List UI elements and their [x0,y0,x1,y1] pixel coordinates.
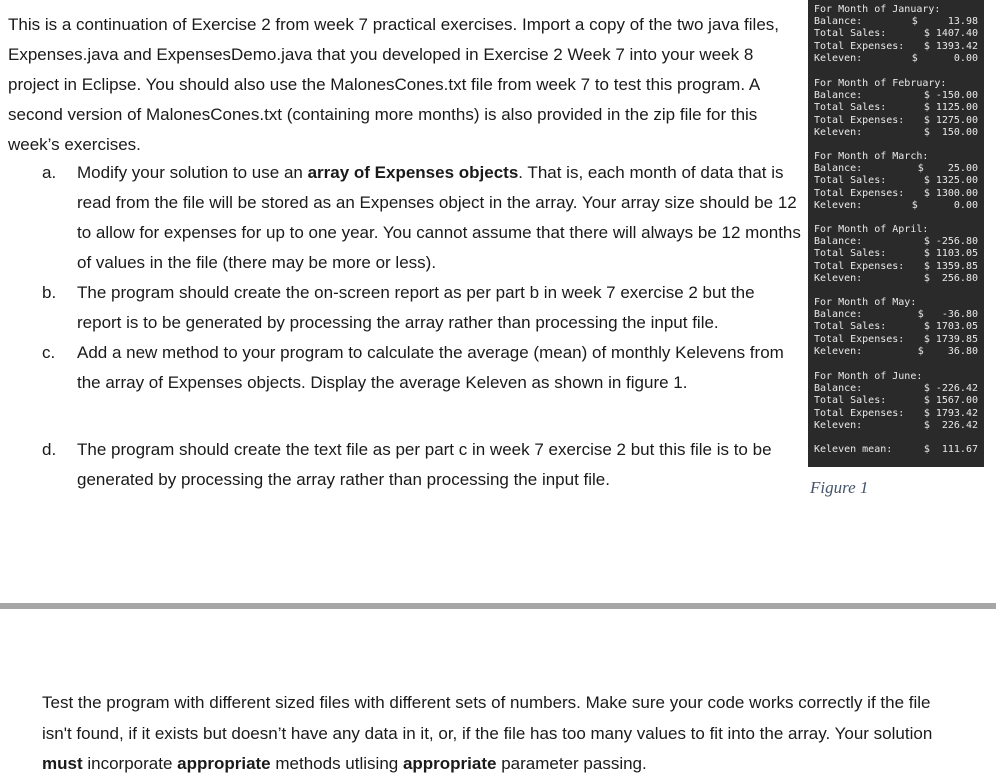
expenses-row [814,334,978,346]
row-label: Keleven: [814,272,863,284]
list-item-d [42,435,802,495]
list-item-c [42,338,802,398]
row-value: $ 1325.00 [923,175,978,187]
list-letter: a. [42,163,57,182]
row-value: $ 1739.85 [923,333,978,345]
month-block [814,151,978,212]
row-value: $ -36.80 [917,309,978,321]
text-segment: Test the program with different sized files with different sets of numbers. Make sure your code works correctly if the file isn't found, if it exists but doesn’t have any data in it, or, if the file has too many values to fit into the array. Your solution [42,693,933,743]
balance-row [814,163,978,175]
row-value: $ 1359.85 [923,260,978,272]
month-block [814,371,978,432]
row-label: Total Expenses: [814,114,905,126]
expenses-row [814,41,978,53]
sales-row [814,28,978,40]
month-header: For Month of March: [814,151,929,162]
mean-block [814,444,978,456]
month-header: For Month of February: [814,78,947,89]
row-value: $ 1393.42 [923,40,978,52]
sales-row [814,102,978,114]
row-label: Total Sales: [814,321,887,333]
row-value: $ 111.67 [923,444,978,455]
list-item-a [42,158,802,278]
sales-row [814,321,978,333]
keleven-row [814,420,978,432]
list-item-text [77,158,802,278]
row-label: Balance: [814,236,863,248]
row-value: $ 226.42 [923,419,978,431]
row-label: Balance: [814,163,863,175]
expenses-row [814,115,978,127]
balance-row [814,236,978,248]
row-value: $ 1703.05 [923,321,978,333]
text-segment: methods utlising [270,754,403,773]
list-letter: c. [42,343,56,362]
row-value: $ 1125.00 [923,102,978,114]
row-value: $ -226.42 [923,383,978,395]
row-label: Total Expenses: [814,187,905,199]
row-label: Total Sales: [814,248,887,260]
list-letter: d. [42,440,57,459]
row-value: $ 1407.40 [923,28,978,40]
month-block [814,297,978,358]
row-label: Keleven: [814,419,863,431]
row-value: $ 25.00 [917,163,978,175]
row-label: Total Expenses: [814,40,905,52]
month-header: For Month of June: [814,371,923,382]
row-label: Balance: [814,383,863,395]
expenses-row [814,188,978,200]
row-value: $ 256.80 [923,272,978,284]
balance-row [814,383,978,395]
text-segment: Modify your solution to use an [77,163,308,182]
row-label: Total Sales: [814,28,887,40]
console-output-figure [808,0,984,467]
list-letter: b. [42,283,57,302]
month-header: For Month of April: [814,224,929,235]
sales-row [814,175,978,187]
row-label: Total Expenses: [814,407,905,419]
row-value: $ 150.00 [923,126,978,138]
row-value: $ 36.80 [917,345,978,357]
row-value: $ 0.00 [911,52,978,64]
row-value: $ -256.80 [923,236,978,248]
keleven-row [814,127,978,139]
row-label: Keleven: [814,199,863,211]
text-segment: parameter passing. [496,754,647,773]
row-value: $ -150.00 [923,90,978,102]
keleven-mean-row [814,444,978,456]
sales-row [814,248,978,260]
row-label: Balance: [814,90,863,102]
row-value: $ 1275.00 [923,114,978,126]
section-divider [0,603,996,609]
balance-row [814,309,978,321]
row-label: Keleven: [814,52,863,64]
row-value: $ 0.00 [911,199,978,211]
expenses-row [814,408,978,420]
balance-row [814,90,978,102]
row-label: Keleven: [814,126,863,138]
list-item-text: The program should create the on-screen report as per part b in week 7 exercise 2 but the report is to be generated by processing the array rather than processing the input file. [77,283,755,332]
month-block [814,4,978,65]
keleven-row [814,273,978,285]
row-value: $ 1567.00 [923,395,978,407]
sales-row [814,395,978,407]
month-block [814,224,978,285]
bold-word: appropriate [402,754,497,773]
month-block [814,78,978,139]
intro-paragraph: This is a continuation of Exercise 2 from week 7 practical exercises. Import a copy of the two java files, Expenses.java and ExpensesDemo.java that you developed in Exercise 2 Week 7 into your week 8 project in Eclipse. You should also use the MalonesCones.txt file from week 7 to test this program. A second version of MalonesCones.txt (containing more months) is also provided in the zip file for this week’s exercises. [8,15,780,154]
keleven-row [814,346,978,358]
list-item-text: Add a new method to your program to calculate the average (mean) of monthly Kelevens from the array of Expenses objects. Display the average Keleven as shown in figure 1. [77,343,784,392]
keleven-row [814,200,978,212]
row-label: Total Sales: [814,395,887,407]
list-item-text: The program should create the text file as per part c in week 7 exercise 2 but this file is to be generated by processing the array rather than processing the input file. [77,440,772,489]
row-value: $ 1793.42 [923,407,978,419]
balance-row [814,16,978,28]
row-value: $ 1103.05 [923,248,978,260]
row-value: $ 13.98 [911,16,978,28]
row-label: Keleven mean: [814,444,893,455]
month-header: For Month of January: [814,4,941,15]
month-header: For Month of May: [814,297,917,308]
row-label: Total Expenses: [814,260,905,272]
keleven-row [814,53,978,65]
figure-caption: Figure 1 [810,478,869,497]
testing-paragraph [42,688,962,780]
bold-phrase: array of Expenses objects [307,163,519,182]
row-label: Keleven: [814,345,863,357]
list-item-b [42,278,802,338]
expenses-row [814,261,978,273]
row-value: $ 1300.00 [923,187,978,199]
bold-word: appropriate [177,754,271,773]
bold-word: must [42,754,83,773]
row-label: Total Sales: [814,102,887,114]
row-label: Balance: [814,309,863,321]
text-segment: . That is, each month of data that is read from the file will be stored as an Expenses object in the array. Your array size should be 12 to allow for expenses for up to one year. You cannot assume that there will always be 12 months of values in the file (there may be more or less). [77,163,801,272]
row-label: Balance: [814,16,863,28]
row-label: Total Expenses: [814,333,905,345]
row-label: Total Sales: [814,175,887,187]
text-segment: incorporate [82,754,178,773]
